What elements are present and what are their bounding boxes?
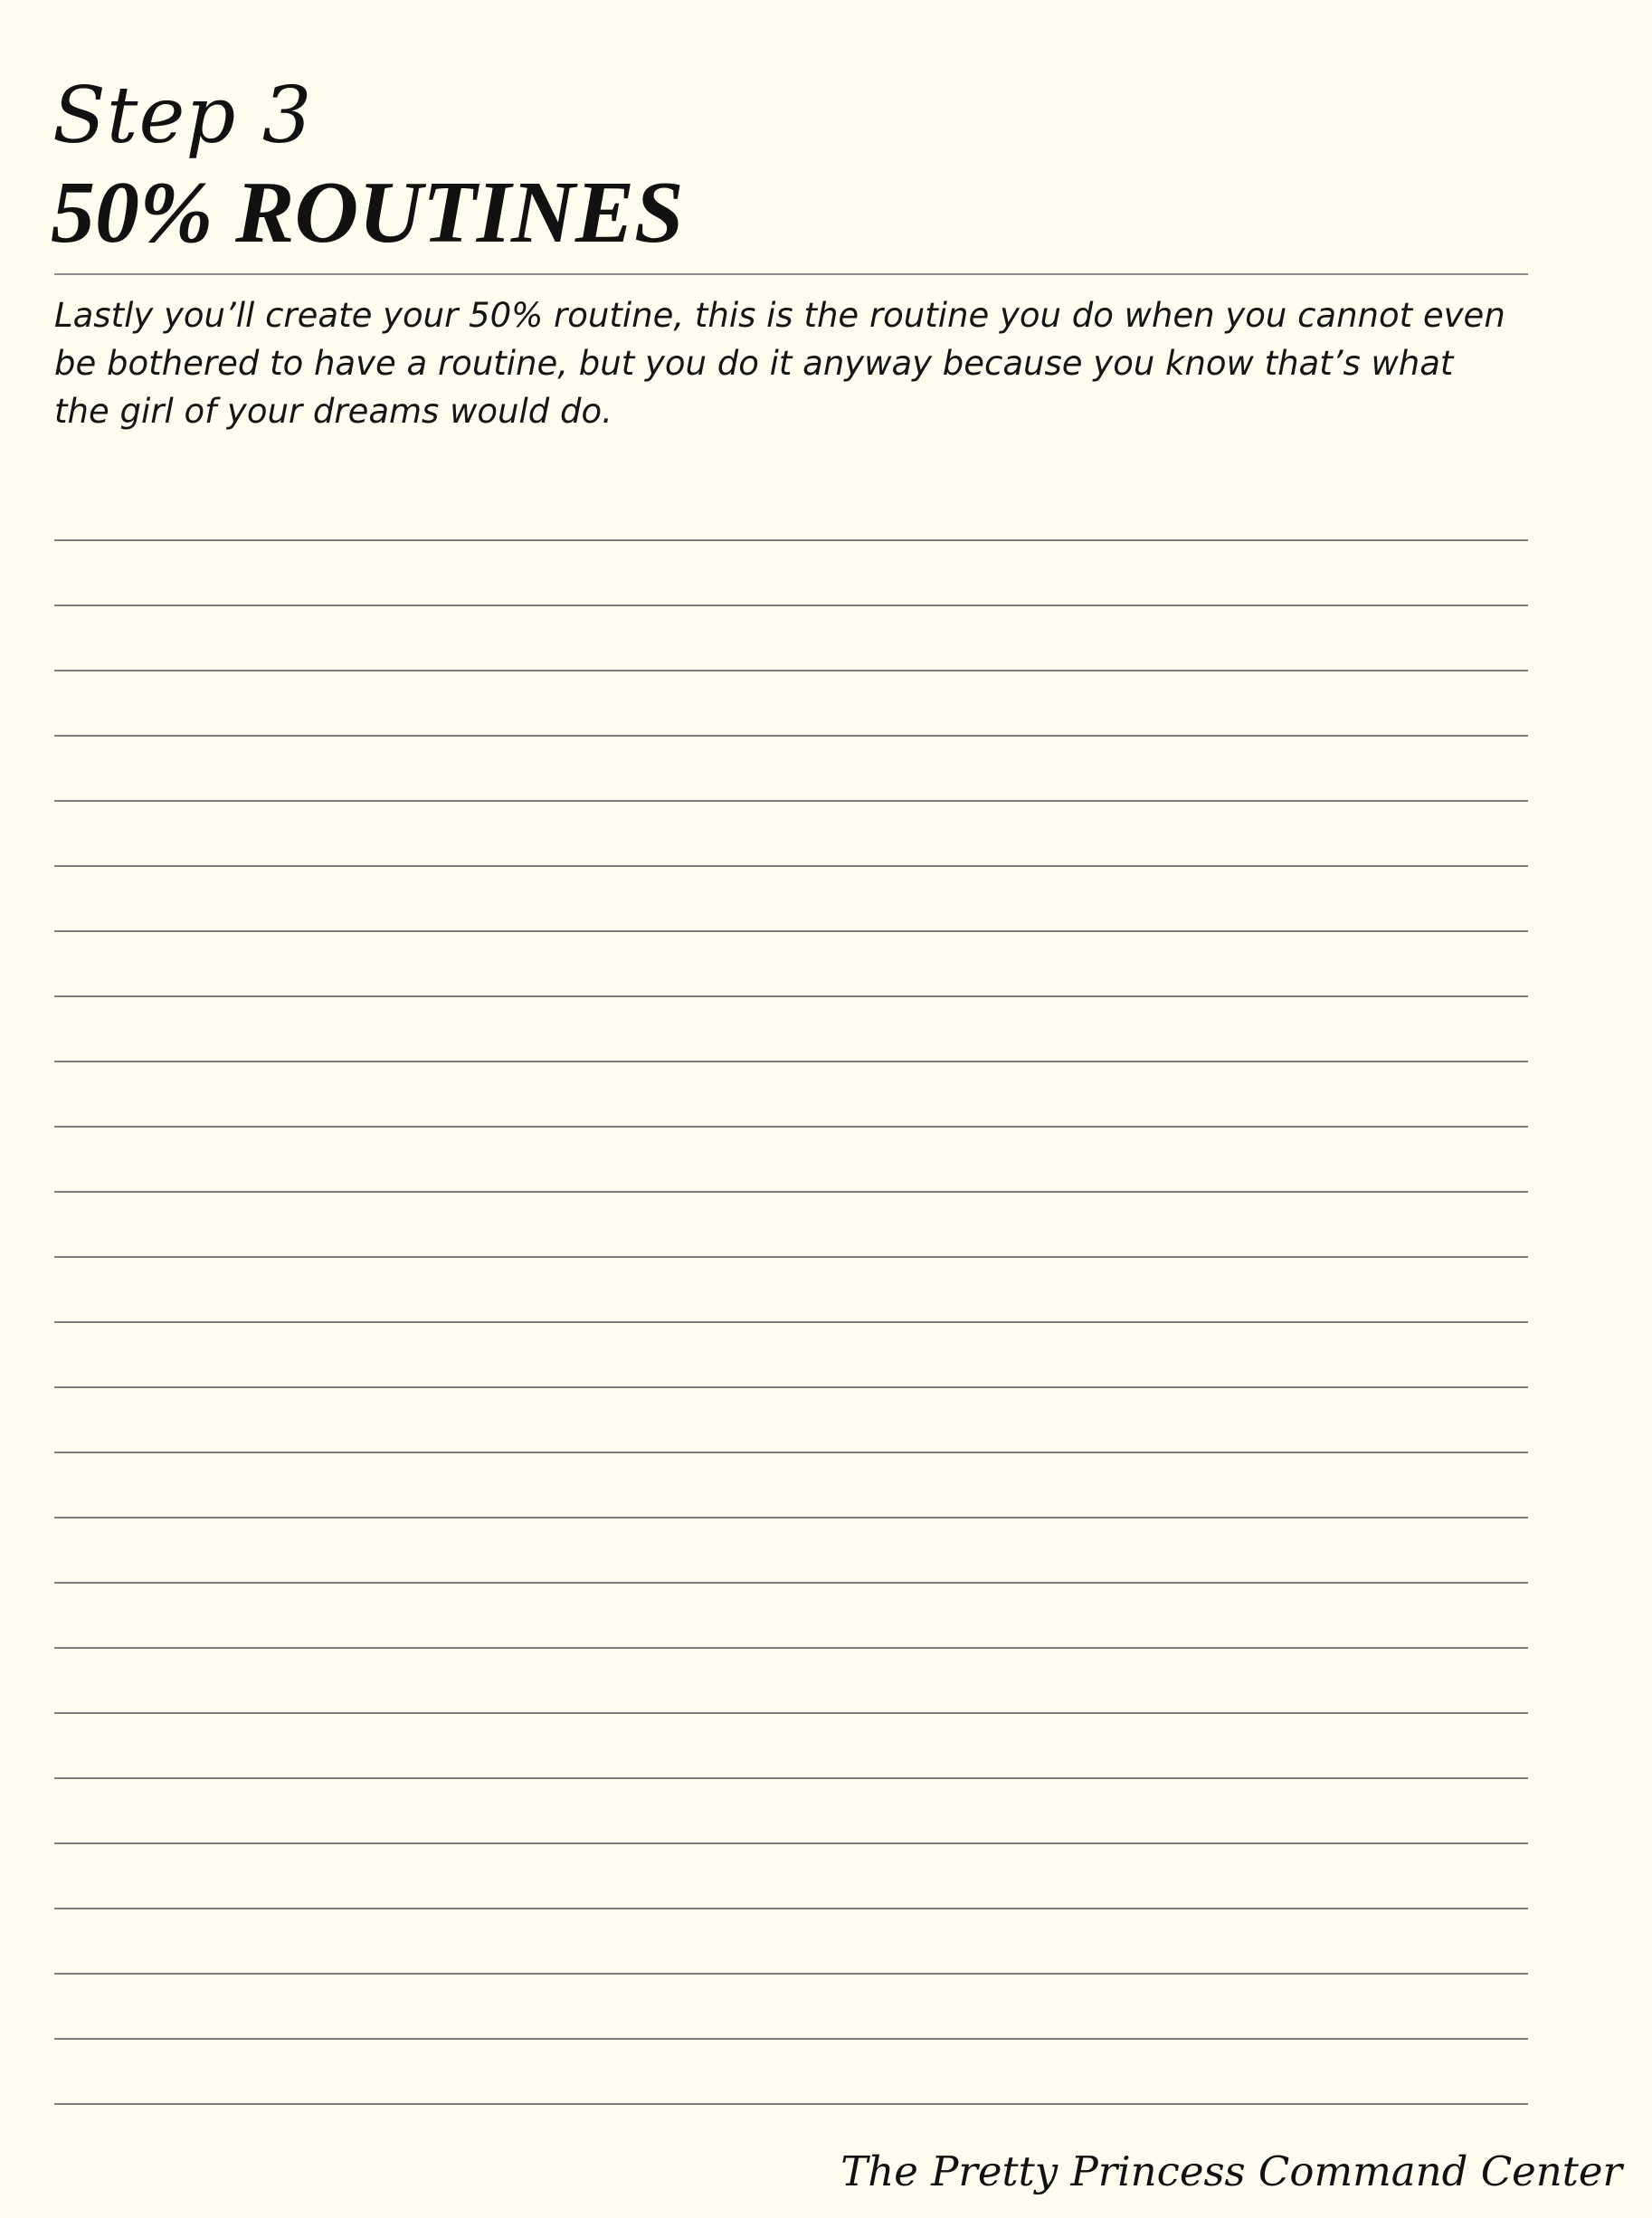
writing-line[interactable] (54, 670, 1528, 671)
writing-line[interactable] (54, 1386, 1528, 1388)
intro-line: be bothered to have a routine, but you do it anyway because you know that’s what (54, 344, 1454, 383)
writing-line[interactable] (54, 1321, 1528, 1323)
writing-line[interactable] (54, 604, 1528, 606)
writing-line[interactable] (54, 1712, 1528, 1714)
writing-line[interactable] (54, 1517, 1528, 1518)
writing-line[interactable] (54, 1777, 1528, 1779)
writing-line[interactable] (54, 1061, 1528, 1062)
writing-line[interactable] (54, 865, 1528, 867)
footer-brand: The Pretty Princess Command Center (840, 2147, 1622, 2195)
writing-line[interactable] (54, 1582, 1528, 1584)
writing-line[interactable] (54, 1908, 1528, 1909)
writing-line[interactable] (54, 539, 1528, 541)
page-title: 50% ROUTINES (51, 164, 684, 262)
intro-line: Lastly you’ll create your 50% routine, this is the routine you do when you cannot even (54, 296, 1505, 335)
writing-line[interactable] (54, 1647, 1528, 1649)
writing-line[interactable] (54, 735, 1528, 737)
writing-line[interactable] (54, 2038, 1528, 2040)
writing-line[interactable] (54, 995, 1528, 997)
writing-area[interactable] (54, 0, 1528, 2218)
writing-line[interactable] (54, 1191, 1528, 1193)
step-label: Step 3 (52, 71, 313, 161)
intro-line: the girl of your dreams would do. (54, 392, 612, 431)
writing-line[interactable] (54, 1256, 1528, 1258)
writing-line[interactable] (54, 800, 1528, 802)
writing-line[interactable] (54, 1973, 1528, 1975)
writing-line[interactable] (54, 930, 1528, 932)
writing-line[interactable] (54, 2103, 1528, 2105)
writing-line[interactable] (54, 1126, 1528, 1128)
writing-line[interactable] (54, 1452, 1528, 1453)
writing-line[interactable] (54, 1842, 1528, 1844)
